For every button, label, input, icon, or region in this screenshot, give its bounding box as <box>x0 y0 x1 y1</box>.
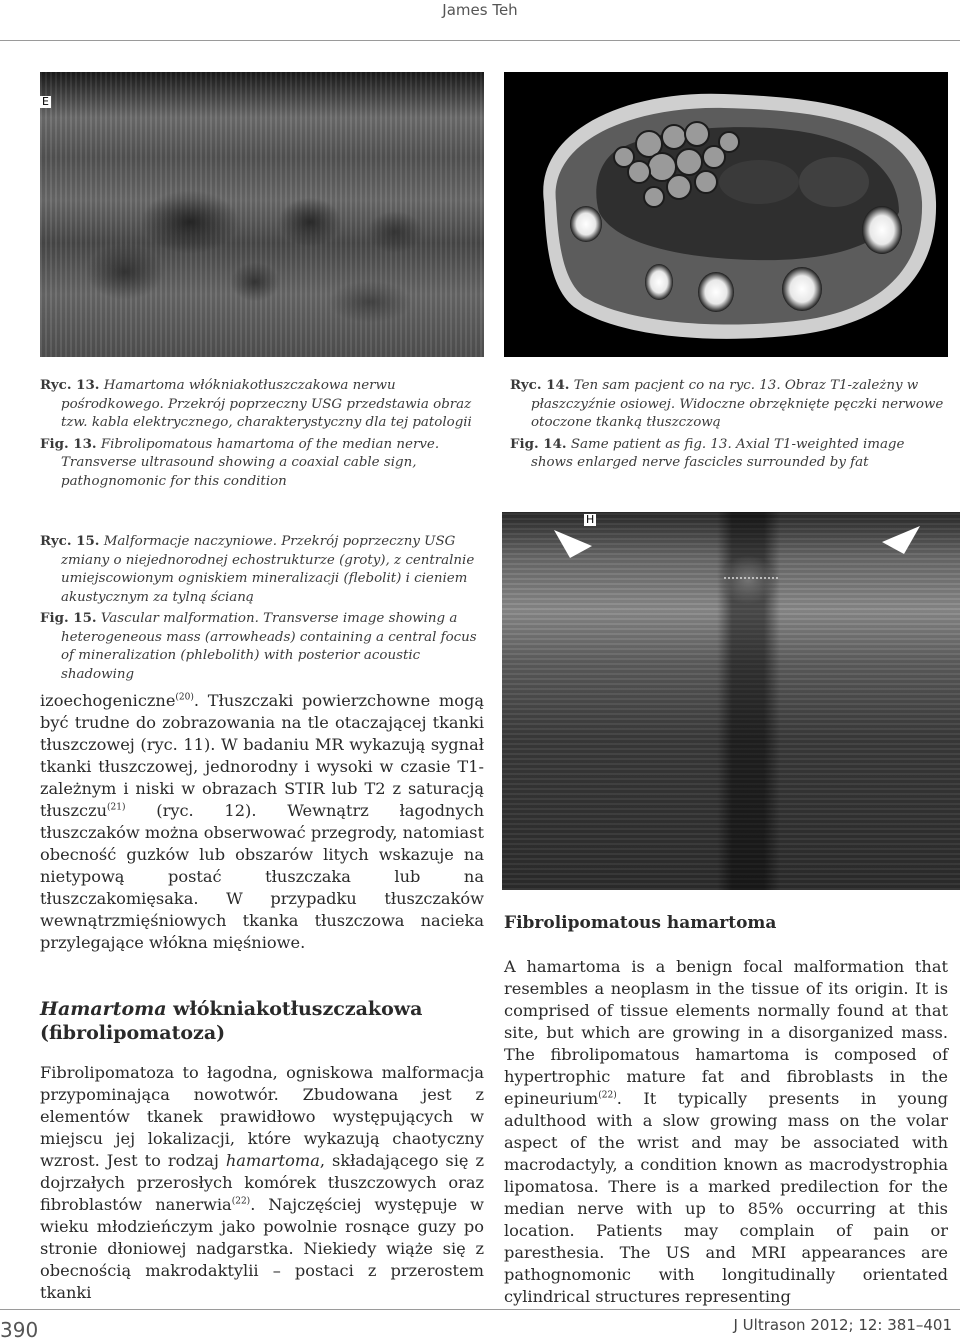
caption-label: Ryc. 15. <box>40 533 100 549</box>
tendon-oval <box>782 267 822 311</box>
reference-superscript: (21) <box>107 802 126 813</box>
caption-text-en: Vascular malformation. Transverse image showing a heterogeneous mass (arrowheads) containing a central focus of mineralization (phlebolith) with posterior acoustic shadowing <box>61 611 477 682</box>
tendon-oval <box>862 206 902 254</box>
caption-label: Fig. 14. <box>510 435 567 452</box>
left-column-text <box>40 690 484 1304</box>
text-run: Fibrolipomatoza to łagodna, ogniskowa malformacja przypominająca nowotwór. Zbudowana jest z elementów tkanek prawidłowo występujących w miejscu jej lokalizacji, które wykazują chaotyczny wzrost. Jest to rodzaj <box>40 1063 484 1170</box>
muscle-region <box>719 160 799 204</box>
muscle-region <box>799 157 869 207</box>
heading-rest: włókniakotłuszczakowa (fibrolipomatoza) <box>40 998 423 1044</box>
header-rule <box>0 40 960 41</box>
figure-15-overlay <box>502 512 960 890</box>
caption-label: Ryc. 14. <box>510 377 570 393</box>
caption-text-pl: Malformacje naczyniowe. Przekrój poprzeczny USG zmiany o niejednorodnej echostrukturze (groty), z centralnie umiejscowionym ogniskiem mineralizacji (flebolit) i cieniem akustycznym za tylną ścianą <box>61 534 475 605</box>
section-heading-en: Fibrolipomatous hamartoma <box>504 913 777 933</box>
text-run: . Tłuszczaki powierzchowne mogą być trudne do zobrazowania na tle otaczającej tkanki tłuszczowej (ryc. 11). W badaniu MR wykazują sygnał tkanki tłuszczowej, jednorodny i wysoki w czasie T1-zależnym i niski w obrazach STIR lub T2 z saturacją tłuszczu <box>40 691 484 820</box>
right-column-text <box>504 912 948 1308</box>
text-run: , składającego się z dojrzałych przerosłych komórek tłuszczowych oraz fibroblastów nanerwia <box>40 1151 484 1214</box>
figure-13-ultrasound-image <box>40 72 484 357</box>
body-paragraph <box>40 1062 484 1304</box>
text-run: (ryc. 12). Wewnątrz łagodnych tłuszczaków można obserwować przegrody, natomiast obecność guzków lub obszarów litych wskazuje na nietypową postać tłuszczaka lub na tłuszczakomięsaka. W przypadku tłuszczaków wewnątrzmięśniowych tkanka tłuszczowa nacieka przylegające włókna mięśniowe. <box>40 801 484 952</box>
tendon-oval <box>570 206 602 242</box>
tendon-oval <box>698 272 734 312</box>
section-heading-pl <box>40 997 484 1045</box>
caption-text-pl: Ten sam pacjent co na ryc. 13. Obraz T1-zależny w płaszczyźnie osiowej. Widoczne obrzęknięte pęczki nerwowe otoczone tkanką tłuszczową <box>531 378 944 430</box>
running-header-author: James Teh <box>442 1 518 19</box>
figure-14-caption <box>510 376 950 473</box>
reference-superscript: (22) <box>231 1196 251 1207</box>
caption-label: Fig. 13. <box>40 435 97 452</box>
body-paragraph <box>40 690 484 954</box>
caption-label: Ryc. 13. <box>40 377 100 393</box>
heading-italic-part: Hamartoma <box>40 998 167 1020</box>
caption-text-pl: Hamartoma włókniakotłuszczakowa nerwu pośrodkowego. Przekrój poprzeczny USG przedstawia obraz tzw. kabla elektrycznego, charakterystyczny dla tej patologii <box>61 378 472 430</box>
journal-citation: J Ultrason 2012; 12: 381–401 <box>733 1316 952 1334</box>
text-run: izoechogeniczne <box>40 691 176 710</box>
page-number: 390 <box>0 1318 39 1342</box>
figure-15-caption <box>40 532 480 684</box>
figure-13-caption <box>40 376 484 491</box>
figure-15-ultrasound-image <box>502 512 960 890</box>
figure-14-mri-image <box>504 72 948 357</box>
body-paragraph <box>504 956 948 1308</box>
caption-text-en: Fibrolipomatous hamartoma of the median nerve. Transverse ultrasound showing a coaxial cable sign, pathognomonic for this condition <box>61 436 440 489</box>
reference-superscript: (20) <box>175 692 194 703</box>
arrowhead-right-icon <box>882 526 920 554</box>
tendon-oval <box>645 264 673 300</box>
footer-rule <box>0 1309 960 1310</box>
ultrasound-marker-tag: H <box>586 513 595 526</box>
ultrasound-marker-tag: E <box>42 95 49 108</box>
text-run: A hamartoma is a benign focal malformation that resembles a neoplasm in the tissue of its origin. It is comprised of tissue elements normally found at that site, but which are growing in a disorganized mass. The fibrolipomatous hamartoma is composed of hypertrophic mature fat and fibroblasts in the epineurium <box>504 957 948 1108</box>
text-run-italic: hamartoma <box>225 1151 320 1170</box>
mri-axial-wrist-drawing <box>504 72 948 357</box>
text-run: . It typically presents in young adulthood with a slow growing mass on the volar aspect of the wrist and may be associated with macrodactyly, a condition known as macrodystrophia lipomatosa. There is a marked predilection for the median nerve with up to 85% occurring at this location. Patients may complain of pain or paresthesia. The US and MRI appearances are pathognomonic with longitudinally orientated cylindrical structures representing <box>504 1089 948 1306</box>
caption-label: Fig. 15. <box>40 610 97 626</box>
text-run: . Najczęściej występuje w wieku młodzieńczym jako powolnie rosnące guzy po stronie dłoniowej nadgarstka. Niekiedy wiąże się z obecnością makrodaktylii – postaci z przerostem tkanki <box>40 1195 485 1302</box>
arrowhead-left-icon <box>554 530 592 558</box>
caption-text-en: Same patient as fig. 13. Axial T1-weighted image shows enlarged nerve fascicles surrounded by fat <box>531 436 905 470</box>
reference-superscript: (22) <box>598 1090 617 1101</box>
